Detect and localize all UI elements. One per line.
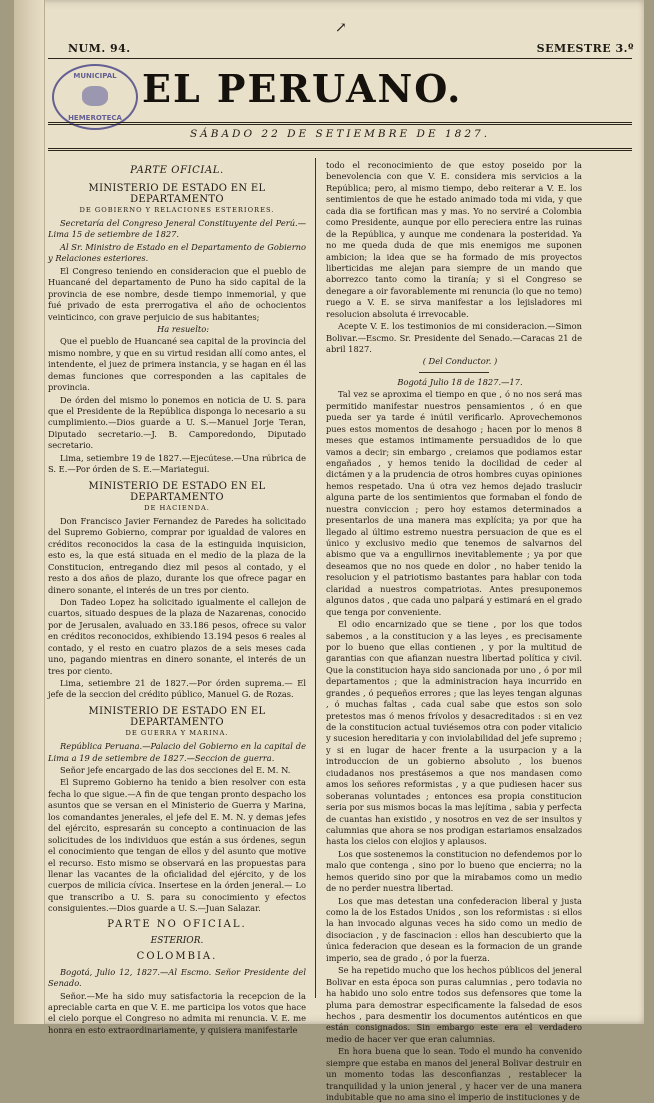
ministry-subheading-guerra: DE GUERRA Y MARINA. (125, 728, 229, 737)
article-paragraph: todo el reconocimiento de que estoy poseido por la benevolencia con que V. E. considera mis servicios a la República; pero, al mismo tiempo, debo reiterar a V. E. los sentimientos de que he estado animado toda mi vida, y que cada dia se fortifican mas y mas. Yo no serviré a Colombia como Presidente, aunque por ello pereciera entre las ruinas de la República, y aunque me condenara la posteridad. Ya no me queda duda de que mis enemigos me suponen ambicion; la idea que se ha formado de mis proyectos liberticidas me alejan para siempre de un mando que aborrezco tanto como la tiranía; y si el Congreso se denegare a oir favorablemente mi renuncia (lo que no temo) ruego a V. E. se sirva manifestar a los lejisladores mi resolucion absoluta é irrevocable. (326, 160, 582, 319)
section-heading-official: PARTE OFICIAL. (130, 165, 224, 176)
short-rule (419, 372, 489, 373)
article-dateline: Bogotá Julio 18 de 1827.—17. (397, 376, 523, 387)
article-paragraph: Señor jefe encargado de las dos secciones del E. M. N. (60, 765, 291, 776)
article-paragraph: Lima, setiembre 19 de 1827.—Ejecútese.—Una rúbrica de S. E.—Por órden de S. E.—Mariategui. (48, 452, 306, 475)
article-paragraph: República Peruana.—Palacio del Gobierno en la capital de Lima a 19 de setiembre de 1827.—Seccion de guerra. (48, 741, 306, 763)
article-paragraph: Tal vez se aproxima el tiempo en que , ó no nos será mas permitido manifestar nuestros pensamientos , ó en que pueda ser ya tarde é inútil verificarlo. Aprovechemonos pues estos momentos de desahogo ; hacen por lo menos 8 meses que estamos intimamente persuadidos de lo que vamos a decir; sin embargo , creiamos que podiamos estar engañados , y hemos tenido la docilidad de ceder al dictámen y a la prudencia de otros hombres cuyas opiniones hemos respetado. Una ú otra vez hemos dejado traslucir alguna parte de los sentimientos que formaban el fondo de nuestra conviccion ; pero hoy estamos determinados a presentarlos de una manera mas explícita; ya por que ha llegado al último estremo nuestra persuacion de que es el único y exclusivo medio que tenemos de salvarnos del abismo que va a engullirnos inevitablemente ; ya por que deseamos que no nos quede en dolor , no haber tenido la resolucion y el patriotismo bastantes para hablar con toda claridad a nuestros compatriotas. Antes presuponemos algunos datos , que cada uno palpará y estimará en el grado que tenga por conveniente. (326, 389, 582, 617)
article-paragraph: De órden del mismo lo ponemos en noticia de U. S. para que el Presidente de la República disponga lo necesario a su cumplimiento.—Dios guarde a U. S.—Manuel Jorje Teran, Diputado secretario.—J. B. Camporedondo, Diputado secretario. (48, 394, 306, 451)
article-paragraph: Ha resuelto: (157, 323, 209, 334)
issue-date: SÁBADO 22 DE SETIEMBRE DE 1827. (189, 128, 491, 140)
section-heading-unofficial: PARTE NO OFICIAL. (107, 918, 247, 930)
ministry-heading-gobierno: MINISTERIO DE ESTADO EN EL DEPARTAMENTO (88, 182, 266, 206)
article-paragraph: El Supremo Gobierno ha tenido a bien resolver con esta fecha lo que sigue.—A fin de que tengan pronto despacho los asuntos que se versan en el Ministerio de Guerra y Marina, los comandantes jenerales, el jefe del E. M. N. y demas jefes del ejército, espresarán su concepto a continuacion de las solicitudes de los individuos que están a sus órdenes, segun el conocimiento que tengan de ellos y del asunto que motive el recurso. Esto mismo se observará en las propuestas para llenar las vacantes de la oficialidad del ejército, y de los cuerpos de milicia cívica. Insertese en la órden jeneral.— Lo que transcribo a U. S. para su conocimiento y efectos consiguientes.—Dios guarde a U. S.—Juan Salazar. (48, 777, 306, 914)
ministry-heading-hacienda: MINISTERIO DE ESTADO EN EL DEPARTAMENTO (88, 480, 266, 504)
ministry-subheading-hacienda: DE HACIENDA. (144, 503, 210, 512)
semester-label: SEMESTRE 3.º (536, 42, 634, 55)
masthead-top-line (48, 36, 634, 58)
article-paragraph: El Congreso teniendo en consideracion que el pueblo de Huancané del departamento de Puno ha sido capital de la provincia de ese nombre, desde tiempo inmemorial, y que fué privado de esta prerrogativa el año de ochocientos veinticinco, con grave perjuicio de sus habitantes; (48, 265, 306, 322)
article-paragraph: Señor.—Me ha sido muy satisfactoria la recepcion de la apreciable carta en que V. E. me participa los votos que hace el cielo porque el Congreso no admita mi renuncia. V. E. me honra en esto extraordinariamente, y quisiera manifestarle (48, 990, 306, 1035)
section-heading-exterior: ESTERIOR. (150, 935, 204, 946)
issue-number: NUM. 94. (68, 42, 131, 55)
right-column (326, 160, 583, 1102)
country-heading: COLOMBIA. (136, 950, 218, 962)
stamp-text-bottom: HEMEROTECA (68, 114, 122, 122)
article-paragraph: En hora buena que lo sean. Todo el mundo ha convenido siempre que estaba en manos del jeneral Bolivar destruir en un momento todas las desconfianzas , restablecer la tranquilidad y la union jeneral , y hacer ver de una manera indubitable que no ama sino el imperio de instituciones y de (326, 1046, 582, 1102)
binding-gutter (14, 0, 45, 1024)
newspaper-title: EL PERUANO. (142, 66, 463, 111)
article-paragraph: Que el pueblo de Huancané sea capital de la provincia del mismo nombre, y que en su virtud residan allí como antes, el intendente, el juez de primera instancia, y se hagan en él las demas funciones que corresponden a las capitales de provincia. (48, 336, 306, 393)
left-column (48, 160, 306, 1035)
title-rule (48, 122, 632, 125)
corner-pencil-mark: ↗ (335, 20, 347, 36)
article-paragraph: El odio encarnizado que se tiene , por los que todos sabemos , a la constitucion y a las leyes , es precisamente por lo bueno que ellas contienen , y por la multitud de garantias con que afianzan nuestra libertad política y civil. Que la constitucion haya sido sancionada por uno , ó por mil departamentos ; que la administracion haya incurrido en grandes , ó pequeños errores ; que las leyes tengan algunas , ó muchas faltas , cada cual sabe que estos son solo pretestos mas ó menos frívolos y desacreditados : si en vez de la constitucion actual tuviésemos otra con poder vitalicio y sucesion hereditaria y con inviolabilidad del jefe supremo ; y si en lugar de hacer frente a la usurpacion y a la introduccion de un gobierno absoluto , los buenos ciudadanos nos prestásemos a que nos mandasen como amos los señores reformistas , y a que pudiesen hacer sus soberanas voluntades ; entonces esa propia constitucion seria por sus mismos bocas la mas lejítima , sabia y perfecta de cuantas han existido , y nosotros en vez de ser insultos y calumnias que ahora se nos prodigan estariamos ensalzados hasta los cielos con elojios y aplausos. (326, 619, 583, 847)
article-paragraph: Se ha repetido mucho que los hechos públicos del jeneral Bolivar en esta época son puras calumnias , pero todavia no ha habido uno solo entre todos sus defensores que tome la pluma para demostrar especificamente la falsedad de esos hechos , para desmentir los documentos auténticos en que están consignados. Sin embargo este era el verdadero medio de hacer ver que eran calumnias. (326, 965, 582, 1044)
article-paragraph: Secretaría del Congreso Jeneral Constituyente del Perú.— Lima 15 de setiembre de 1827. (48, 218, 306, 240)
article-paragraph: Los que sostenemos la constitucion no defendemos por lo malo que contenga , sino por lo bueno que encierra; no la hemos querido sino por que la mirabamos como un medio de no perder nuestra libertad. (326, 848, 582, 894)
article-paragraph: Don Tadeo Lopez ha solicitado igualmente el callejon de cuartos, situado despues de la plaza de Nazarenas, conocido por de Jerusalen, avaluado en 33.186 pesos, ofrece su valor en créditos reconocidos, exhibiendo 13.194 pesos 6 reales al contado, y el resto en cuatro plazos de a seis meses cada uno, pagando mientras en dinero sonante, el interés de un tres por ciento. (48, 596, 306, 676)
top-rule (48, 58, 632, 59)
article-paragraph: Acepte V. E. los testimonios de mi consideracion.—Simon Bolivar.—Escmo. Sr. Presidente del Senado.—Caracas 21 de abril 1827. (326, 321, 582, 354)
library-stamp (52, 64, 138, 130)
article-paragraph: Don Francisco Javier Fernandez de Paredes ha solicitado del Supremo Gobierno, comprar por igualdad de valores en créditos reconocidos la casa de la estinguida inquisicion, esto es, la que está situada en el medio de la plaza de la Constitucion, entregando diez mil pesos al contado, y el resto a dos años de plazo, durante los que ofrece pagar en dinero sonante, el interés de un tres por ciento. (48, 515, 306, 595)
article-paragraph: Al Sr. Ministro de Estado en el Departamento de Gobierno y Relaciones esteriores. (48, 241, 306, 264)
source-credit: ( Del Conductor. ) (422, 356, 498, 367)
article-paragraph: Lima, setiembre 21 de 1827.—Por órden suprema.— El jefe de la seccion del crédito público, Manuel G. de Rozas. (48, 678, 306, 700)
article-paragraph: Bogotá, Julio 12, 1827.—Al Escmo. Señor Presidente del Senado. (48, 966, 306, 989)
date-rule (48, 148, 632, 151)
article-paragraph: Los que mas detestan una confederacion liberal y justa como la de los Estados Unidos , son los reformistas : si ellos la han invocado algunas veces ha sido como un medio de disociacion , y de fascinacion : ellos han descubierto que la única federacion que desean es la formacion de un grande imperio, sea de grado , ó por la fuerza. (326, 895, 582, 963)
ministry-subheading-gobierno: DE GOBIERNO Y RELACIONES ESTERIORES. (79, 205, 275, 214)
stamp-seal-icon (82, 86, 108, 106)
stamp-text-top: MUNICIPAL (73, 72, 117, 80)
column-divider (315, 158, 316, 998)
ministry-heading-guerra: MINISTERIO DE ESTADO EN EL DEPARTAMENTO (88, 705, 266, 729)
